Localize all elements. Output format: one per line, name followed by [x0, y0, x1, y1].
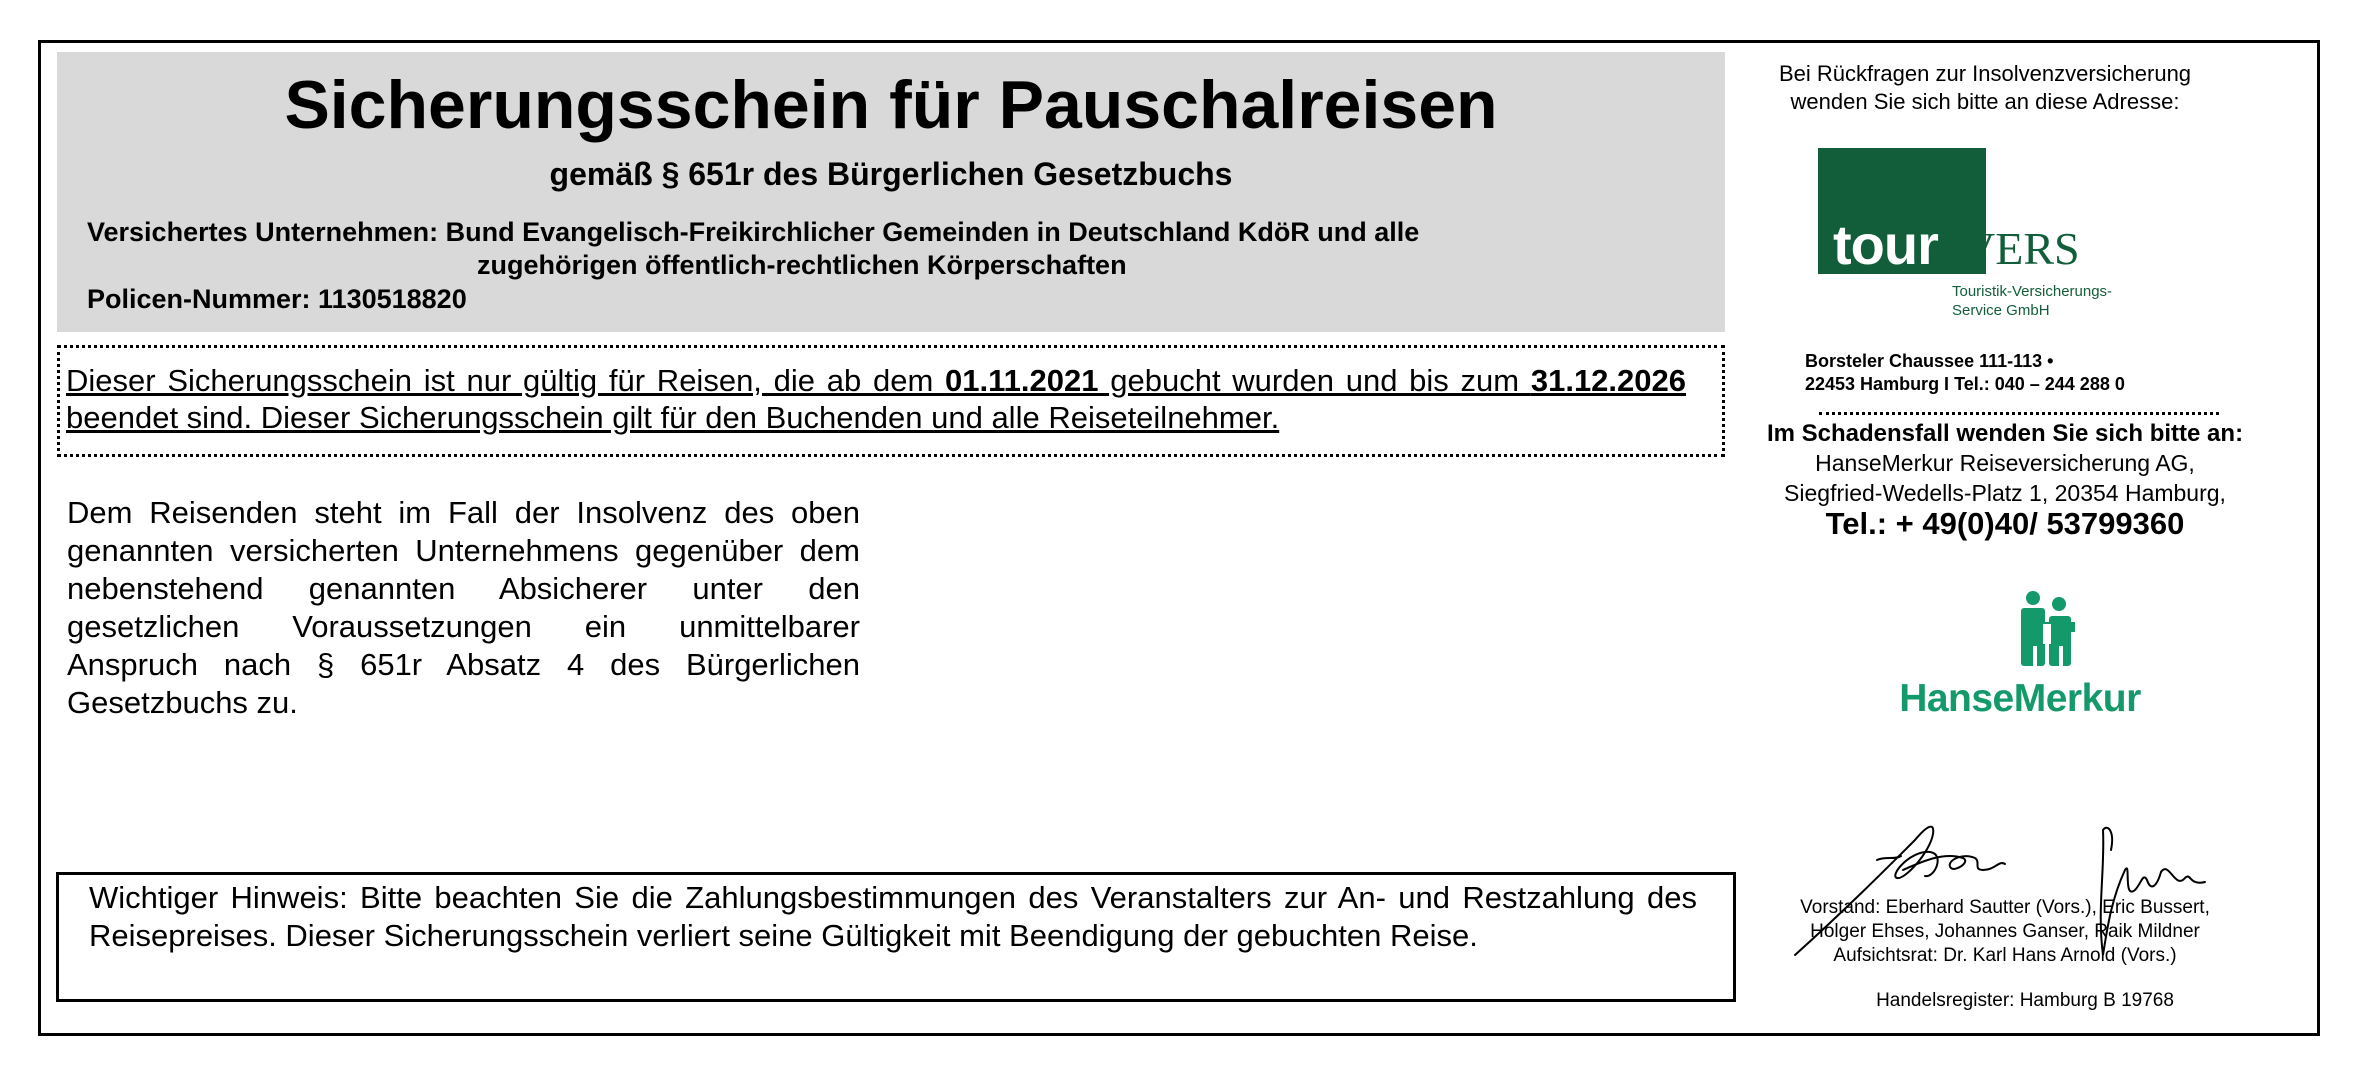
- claims-heading: Im Schadensfall wenden Sie sich bitte an:: [1766, 420, 2244, 447]
- validity-text-2: gebucht wurden und bis zum: [1098, 363, 1531, 398]
- board-of-directors: [1745, 896, 2265, 968]
- validity-date-to: 31.12.2026: [1530, 363, 1686, 398]
- tourvers-sub-line1: Touristik-Versicherungs-: [1952, 283, 2113, 300]
- claims-line1: HanseMerkur Reiseversicherung AG,: [1815, 450, 2195, 476]
- tourvers-address: [1805, 350, 2125, 396]
- tourvers-logo-subtitle: [1952, 282, 2112, 320]
- address-line1: Borsteler Chaussee 111-113 •: [1805, 351, 2054, 371]
- claims-line2: Siegfried-Wedells-Platz 1, 20354 Hamburg,: [1784, 480, 2226, 506]
- page-title: Sicherungsschein für Pauschalreisen: [284, 67, 1498, 143]
- validity-date-from: 01.11.2021: [945, 363, 1099, 398]
- dotted-divider: [1819, 412, 2219, 415]
- board-line1: Vorstand: Eberhard Sautter (Vors.), Eric Bussert,: [1800, 897, 2210, 918]
- policy-number: Policen-Nummer: 1130518820: [87, 284, 467, 314]
- tourvers-sub-line2: Service GmbH: [1952, 302, 2050, 319]
- certificate-header: [57, 52, 1725, 332]
- page-subtitle: gemäß § 651r des Bürgerlichen Gesetzbuchs: [549, 156, 1233, 192]
- address-line2: 22453 Hamburg I Tel.: 040 – 244 288 0: [1805, 374, 2125, 394]
- tourvers-logo-tour: tour: [1833, 213, 1938, 276]
- hansemerkur-logo-text: HanseMerkur: [1899, 677, 2141, 720]
- important-notice: Wichtiger Hinweis: Bitte beachten Sie die Zahlungsbestimmungen des Veranstalters zur An- und Restzahlung des Reisepreises. Dieser Sicherungsschein verliert seine Gültigkeit mit Beendigung der gebuchten Reise.: [56, 872, 1736, 1002]
- board-line3: Aufsichtsrat: Dr. Karl Hans Arnold (Vors.): [1833, 945, 2177, 966]
- questions-line1: Bei Rückfragen zur Insolvenzversicherung: [1778, 61, 2192, 86]
- validity-text-3: beendet sind. Dieser Sicherungsschein gilt für den Buchenden und alle Reiseteilnehmer.: [66, 400, 1280, 435]
- board-line2: Holger Ehses, Johannes Ganser, Raik Mildner: [1810, 921, 2200, 942]
- validity-box: [57, 345, 1725, 457]
- insured-company-line1: Versichertes Unternehmen: Bund Evangelisch-Freikirchlicher Gemeinden in Deutschland KdöR und alle: [87, 217, 1420, 247]
- commercial-register: Handelsregister: Hamburg B 19768: [1876, 990, 2174, 1011]
- questions-line2: wenden Sie sich bitte an diese Adresse:: [1790, 89, 2180, 114]
- questions-note: [1745, 60, 2225, 116]
- claims-telephone: Tel.: + 49(0)40/ 53799360: [1825, 506, 2185, 541]
- hansemerkur-figures-icon: [2015, 590, 2085, 670]
- tourvers-logo-vers: VERS: [1962, 223, 2080, 274]
- claims-address: [1745, 448, 2265, 508]
- insured-company: [87, 216, 1587, 282]
- insured-company-line2: zugehörigen öffentlich-rechtlichen Körperschaften: [477, 250, 1127, 280]
- claim-statement: Dem Reisenden steht im Fall der Insolvenz des oben genannten versicherten Unternehmens gegenüber dem nebenstehend genannten Absicherer unter den gesetzlichen Voraussetzungen ein unmittelbarer Anspruch nach § 651r Absatz 4 des Bürgerlichen Gesetzbuchs zu.: [67, 495, 860, 720]
- validity-text-1: Dieser Sicherungsschein ist nur gültig für Reisen, die ab dem: [66, 363, 946, 398]
